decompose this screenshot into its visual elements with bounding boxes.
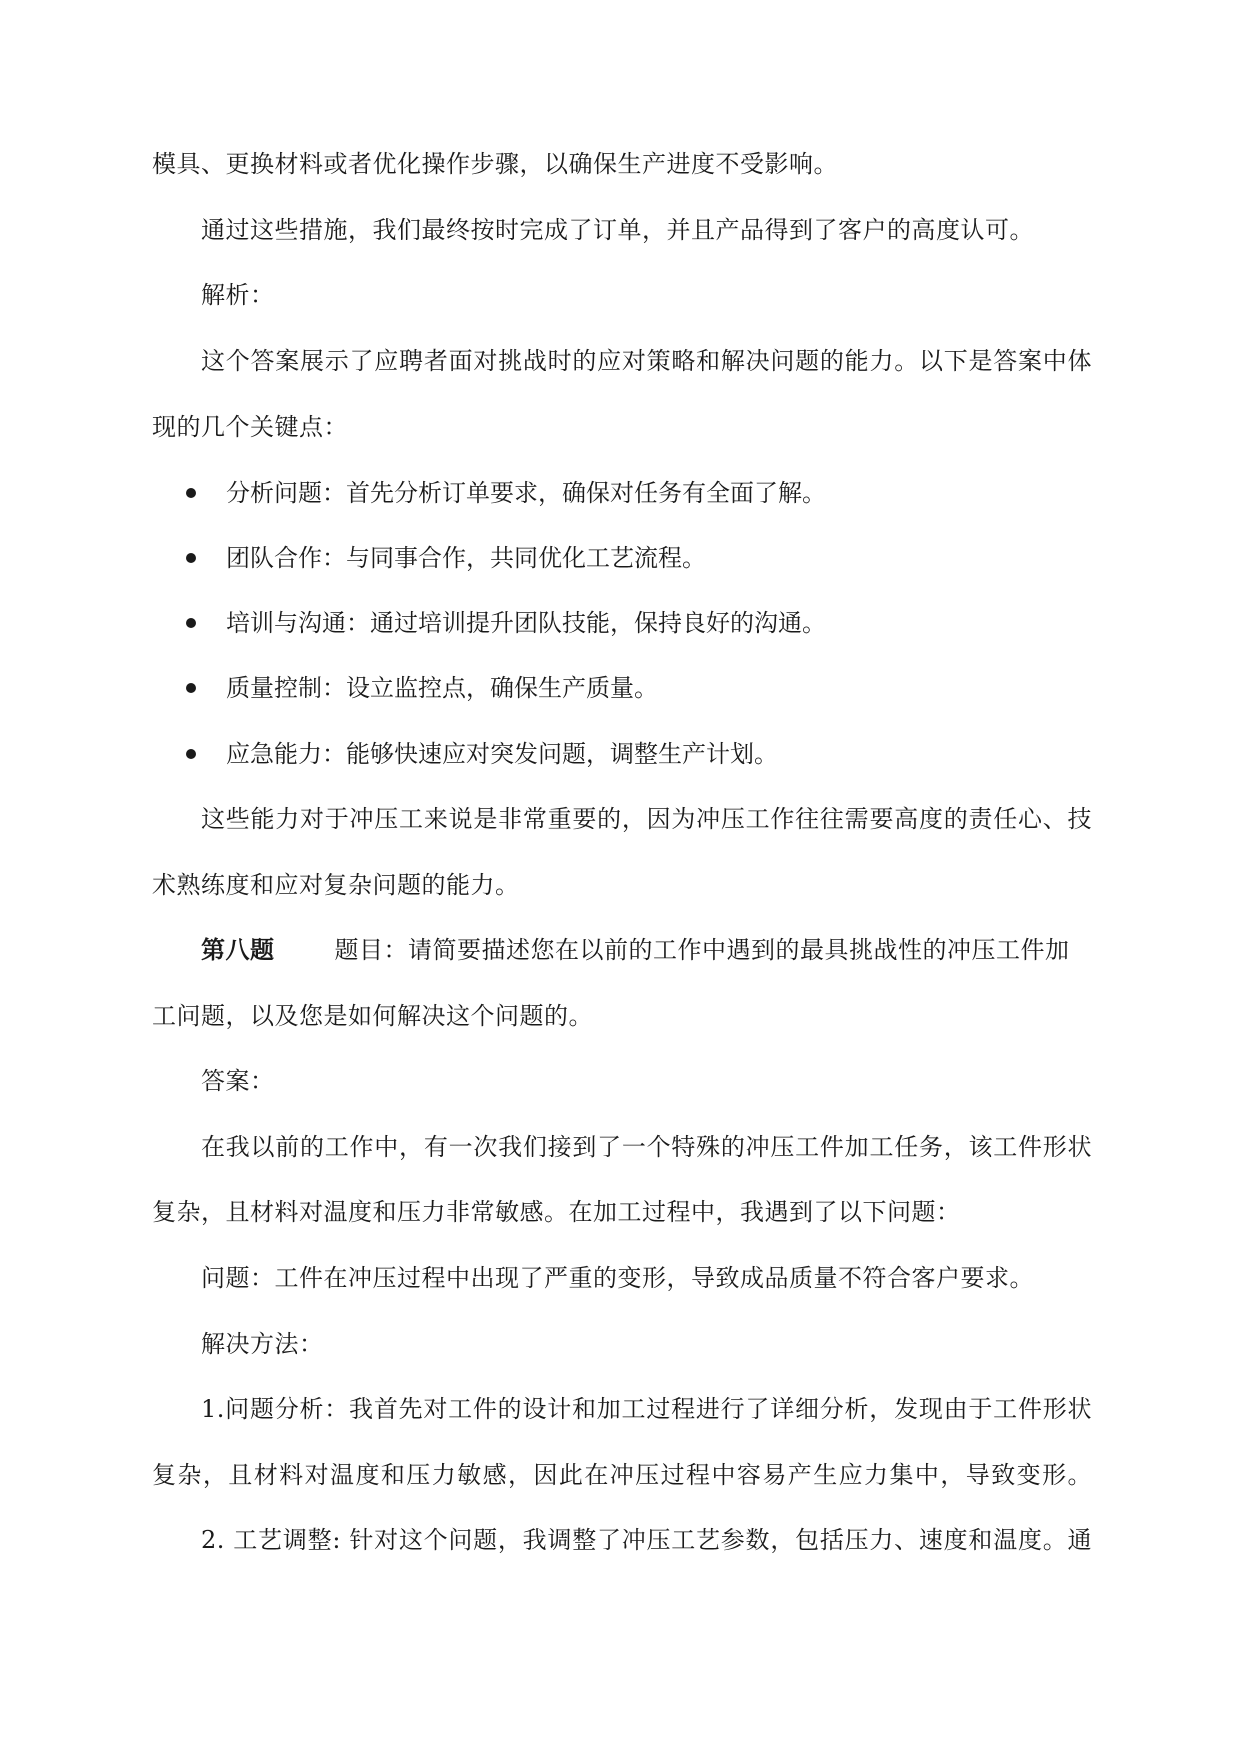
bullet-icon (186, 683, 196, 693)
bullet-icon (186, 618, 196, 628)
bullet-item (186, 671, 1086, 705)
bullet-text: 分析问题：首先分析订单要求，确保对任务有全面了解。 (226, 479, 826, 507)
paragraph-line: 这个答案展示了应聘者面对挑战时的应对策略和解决问题的能力。以下是答案中体 (201, 347, 1092, 375)
paragraph-line: 术熟练度和应对复杂问题的能力。 (152, 871, 520, 899)
bullet-item (186, 541, 1086, 575)
bullet-item (186, 737, 1086, 771)
question-number: 第八题 (201, 935, 275, 964)
bullet-text: 培训与沟通：通过培训提升团队技能，保持良好的沟通。 (226, 609, 826, 637)
paragraph-line: 这些能力对于冲压工来说是非常重要的，因为冲压工作往往需要高度的责任心、技 (201, 805, 1092, 833)
paragraph-line: 复杂，且材料对温度和压力非常敏感。在加工过程中，我遇到了以下问题： (152, 1198, 961, 1226)
bullet-icon (186, 488, 196, 498)
bullet-text: 质量控制：设立监控点，确保生产质量。 (226, 674, 658, 702)
paragraph-line: 2. 工艺调整: 针对这个问题，我调整了冲压工艺参数，包括压力、速度和温度。通 (201, 1526, 1092, 1554)
solution-label: 解决方法： (201, 1330, 324, 1358)
paragraph-line: 通过这些措施，我们最终按时完成了订单，并且产品得到了客户的高度认可。 (201, 216, 1034, 244)
bullet-text: 团队合作：与同事合作，共同优化工艺流程。 (226, 544, 706, 572)
paragraph-line: 1.问题分析：我首先对工件的设计和加工过程进行了详细分析，发现由于工件形状 (201, 1395, 1092, 1423)
bullet-icon (186, 749, 196, 759)
bullet-icon (186, 553, 196, 563)
question-text: 题目：请简要描述您在以前的工作中遇到的最具挑战性的冲压工件加 (334, 936, 1070, 964)
paragraph-line: 模具、更换材料或者优化操作步骤，以确保生产进度不受影响。 (152, 150, 838, 178)
question-heading (201, 933, 1092, 967)
bullet-item (186, 476, 1086, 510)
bullet-item (186, 606, 1086, 640)
paragraph-line: 现的几个关键点： (152, 413, 348, 441)
answer-label: 答案： (201, 1067, 275, 1095)
paragraph-line: 问题：工件在冲压过程中出现了严重的变形，导致成品质量不符合客户要求。 (201, 1264, 1034, 1292)
paragraph-line: 解析： (201, 281, 275, 309)
bullet-text: 应急能力：能够快速应对突发问题，调整生产计划。 (226, 740, 778, 768)
paragraph-line: 在我以前的工作中，有一次我们接到了一个特殊的冲压工件加工任务，该工件形状 (201, 1133, 1092, 1161)
paragraph-line: 复杂，且材料对温度和压力敏感，因此在冲压过程中容易产生应力集中，导致变形。 (152, 1461, 1092, 1489)
paragraph-line: 工问题，以及您是如何解决这个问题的。 (152, 1002, 593, 1030)
